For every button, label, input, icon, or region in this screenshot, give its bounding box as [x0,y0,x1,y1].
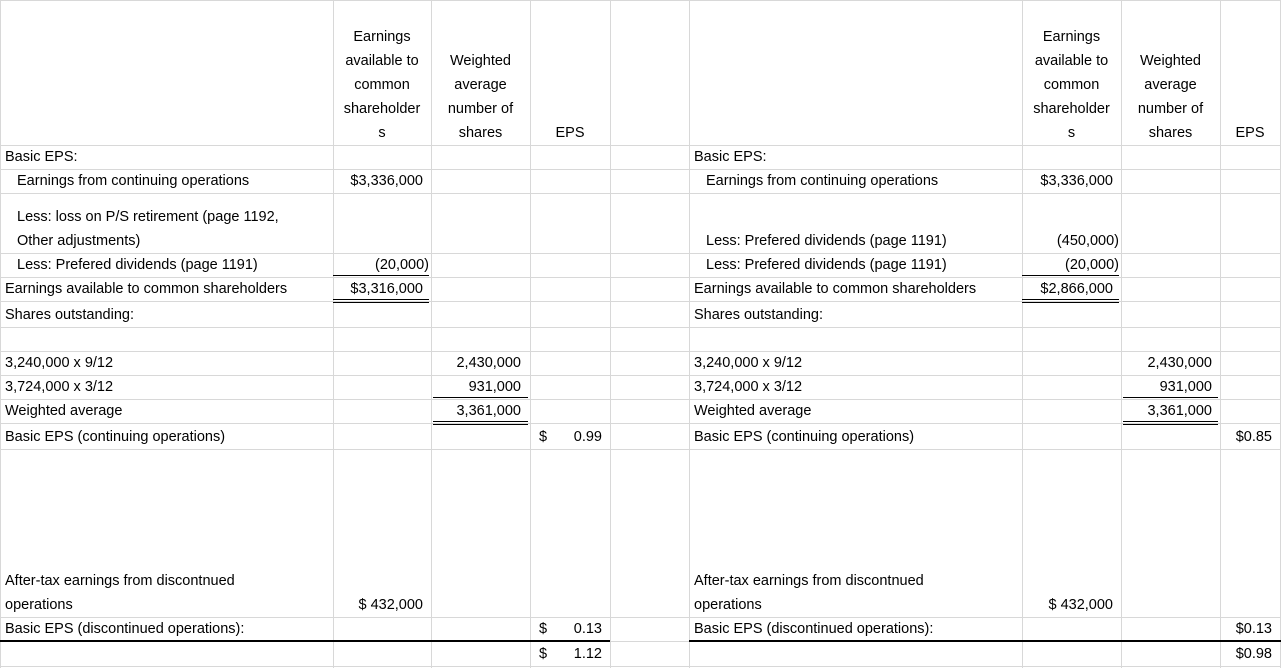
left-header-eps: EPS [555,125,585,141]
right-basic-discontinued-value: $0.13 [1235,621,1272,637]
left-pref-dividends-label: Less: Prefered dividends (page 1191) [17,257,258,273]
left-header-earnings-line-1: Earnings [353,29,411,45]
right-shares-row-1-label: 3,240,000 x 9/12 [694,355,803,371]
left-loss-ps-retirement-line-2: Other adjustments) [17,233,141,249]
right-shares-row-1-value: 2,430,000 [1147,355,1212,371]
left-basic-discontinued-currency: $ [539,621,548,637]
left-available-common-value: $3,316,000 [350,281,423,297]
left-loss-ps-retirement-line-1: Less: loss on P/S retirement (page 1192, [17,209,279,225]
left-total-currency: $ [539,646,548,662]
left-shares-row-2-label: 3,724,000 x 3/12 [5,379,114,395]
right-weighted-average-underline-1 [1123,421,1218,422]
left-weighted-average-underline-2 [433,424,528,425]
left-shares-row-1-label: 3,240,000 x 9/12 [5,355,114,371]
right-header-earnings-line-2: available to [1034,53,1109,69]
right-after-tax-line-2: operations [694,597,762,613]
right-weighted-average-value: 3,361,000 [1147,403,1212,419]
right-pref-dividends-label-1: Less: Prefered dividends (page 1191) [706,233,947,249]
right-after-tax-value: $ 432,000 [1048,597,1113,613]
right-header-weighted-line-2: average [1144,77,1197,93]
right-basic-eps-label: Basic EPS: [694,149,767,165]
left-after-tax-line-1: After-tax earnings from discontnued [5,573,235,589]
left-header-weighted-line-2: average [454,77,507,93]
left-shares-outstanding-label: Shares outstanding: [5,307,134,323]
left-header-weighted-line-1: Weighted [450,53,511,69]
left-weighted-average-underline-1 [433,421,528,422]
right-pref-dividends-label-2: Less: Prefered dividends (page 1191) [706,257,947,273]
left-available-common-label: Earnings available to common shareholders [5,281,288,297]
right-available-common-value: $2,866,000 [1040,281,1113,297]
left-header-earnings-line-5: s [378,125,386,141]
left-after-tax-line-2: operations [5,597,73,613]
right-header-earnings-line-3: common [1043,77,1100,93]
right-earnings-continuing-value: $3,336,000 [1040,173,1113,189]
left-header-earnings-line-2: available to [345,53,419,69]
left-basic-discontinued-label: Basic EPS (discontinued operations): [5,621,245,637]
right-available-common-underline-2 [1022,302,1119,303]
left-header-weighted-line-4: shares [458,125,503,141]
right-shares-row-2-label: 3,724,000 x 3/12 [694,379,803,395]
right-basic-continuing-label: Basic EPS (continuing operations) [694,429,915,445]
left-basic-continuing-label: Basic EPS (continuing operations) [5,429,226,445]
left-shares-row-2-value: 931,000 [468,379,521,395]
left-total-rule [0,640,610,642]
right-pref-dividends-underline [1022,275,1119,276]
left-pref-dividends-value: (20,000) [374,257,429,273]
right-total-eps-value: $0.98 [1235,646,1272,662]
right-pref-dividends-value-1: (450,000) [1056,233,1119,249]
right-shares-row-2-underline [1123,397,1218,398]
right-earnings-continuing-label: Earnings from continuing operations [706,173,939,189]
left-earnings-continuing-value: $3,336,000 [350,173,423,189]
right-weighted-average-label: Weighted average [694,403,812,419]
left-basic-continuing-currency: $ [539,429,548,445]
right-available-common-label: Earnings available to common shareholders [694,281,977,297]
left-basic-continuing-value: 0.99 [573,429,602,445]
right-header-weighted-line-4: shares [1148,125,1193,141]
right-pref-dividends-value-2: (20,000) [1064,257,1119,273]
right-basic-discontinued-label: Basic EPS (discontinued operations): [694,621,934,637]
left-available-common-underline-2 [333,302,429,303]
left-available-common-underline-1 [333,299,429,300]
left-basic-eps-label: Basic EPS: [5,149,78,165]
right-shares-outstanding-label: Shares outstanding: [694,307,823,323]
left-after-tax-value: $ 432,000 [358,597,423,613]
right-shares-row-2-value: 931,000 [1159,379,1212,395]
left-weighted-average-label: Weighted average [5,403,123,419]
left-basic-discontinued-value: 0.13 [573,621,602,637]
right-available-common-underline-1 [1022,299,1119,300]
left-header-earnings-line-4: shareholder [343,101,421,117]
left-header-weighted-line-3: number of [447,101,514,117]
left-shares-row-1-value: 2,430,000 [456,355,521,371]
left-earnings-continuing-label: Earnings from continuing operations [17,173,250,189]
right-header-earnings-line-5: s [1067,125,1076,141]
right-header-eps: EPS [1235,125,1265,141]
right-after-tax-line-1: After-tax earnings from discontnued [694,573,924,589]
left-shares-row-2-underline [433,397,528,398]
right-header-weighted-line-3: number of [1137,101,1204,117]
right-weighted-average-underline-2 [1123,424,1218,425]
right-header-weighted-line-1: Weighted [1140,53,1201,69]
right-total-rule [689,640,1281,642]
right-basic-continuing-value: $0.85 [1235,429,1272,445]
left-pref-dividends-underline [333,275,429,276]
right-header-earnings-line-1: Earnings [1042,29,1101,45]
left-total-eps-value: 1.12 [573,646,602,662]
right-header-earnings-line-4: shareholder [1033,101,1110,117]
left-weighted-average-value: 3,361,000 [456,403,521,419]
left-header-earnings-line-3: common [354,77,410,93]
